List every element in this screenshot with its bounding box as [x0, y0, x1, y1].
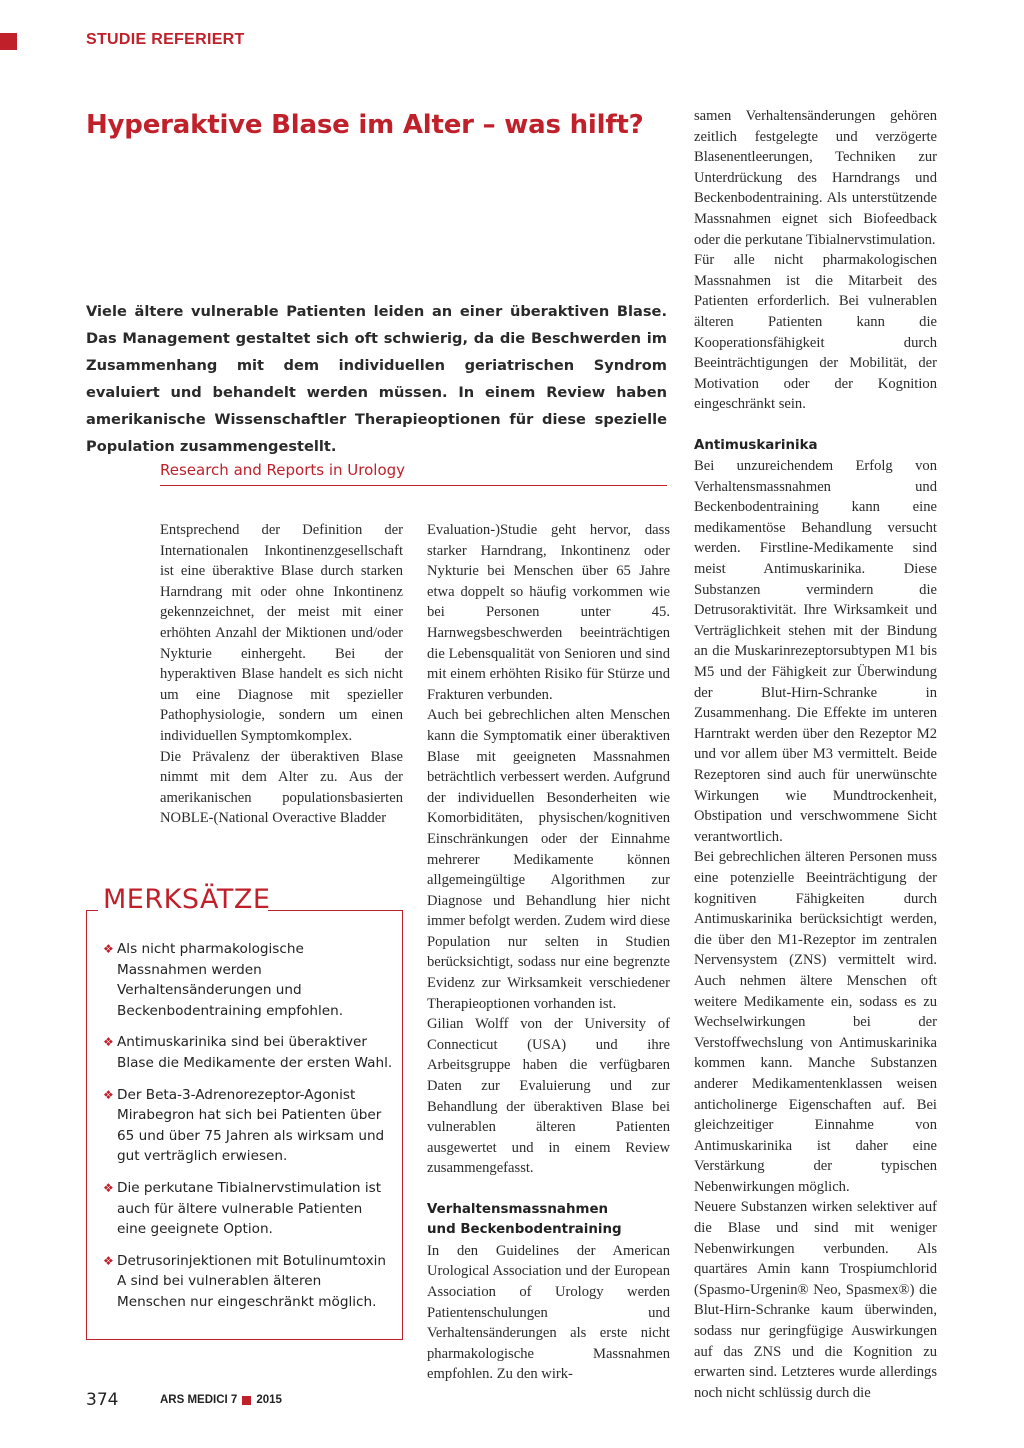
paragraph: Neuere Substanzen wirken selektiver auf die Blase und sind mit weniger Nebenwirkungen verbunden. Als quartäres Amin kann Trospiumchlorid (Spasmo-Urgenin® Neo, Spasmex®) die Blut-Hirn-Schranke kaum überwinden, sodass nur geringfügige Auswirkungen auf das ZNS und die Kognition zu erwarten sind. Letzteres wurde allerdings noch nicht schlüssig durch die — [694, 1199, 937, 1401]
subheading: Antimuskarinika — [694, 437, 818, 453]
text-column-3 — [694, 106, 937, 1403]
paragraph: Für alle nicht pharmakologischen Massnahmen ist die Mitarbeit des Patienten erforderlich. Bei vulnerablen älteren Patienten kann die Kooperationsfähigkeit durch Beeinträchtigungen der Mobilität, der Motivation oder der Kognition eingeschränkt sein. — [694, 252, 937, 413]
section-marker-square — [0, 33, 17, 50]
text-column-2 — [427, 520, 670, 1385]
article-lead: Viele ältere vulnerable Patienten leiden an einer überaktiven Blase. Das Management gestaltet sich oft schwierig, da die Beschwerden im Zusammenhang mit dem individuellen geriatrischen Syndrom evaluiert und behandelt werden müssen. In einem Review haben amerikanische Wissenschaftler Therapieoptionen für diese spezielle Population zusammengestellt. — [86, 303, 667, 455]
paragraph: Evaluation-)Studie geht hervor, dass starker Harndrang, Inkontinenz oder Nykturie bei Menschen über 65 Jahre etwa doppelt so häufig vorkommen wie bei Personen unter 45. Harnwegsbeschwerden beeinträchtigen die Lebensqualität von Senioren und sind mit einem erhöhten Risiko für Stürze und Frakturen verbunden. — [427, 522, 670, 703]
list-item-text: Detrusorinjektionen mit Botulinumtoxin A sind bei vulnerablen älteren Menschen nur eingeschränkt möglich. — [117, 1252, 387, 1310]
diamond-bullet-icon: ❖ — [103, 1035, 114, 1050]
subheading: Verhaltensmassnahmen — [427, 1201, 609, 1217]
paragraph: In den Guidelines der American Urological Association und der European Association of Urology werden Patientenschulungen und Verhaltensänderungen als erste nicht pharmakologische Massnahmen empfohlen. Zu den wirk- — [427, 1242, 670, 1383]
merksaetze-border-right — [268, 910, 403, 911]
paragraph: Entsprechend der Definition der Internationalen Inkontinenzgesellschaft ist eine überaktive Blase durch starken Harndrang mit oder ohne Inkontinenz gekennzeichnet, der meist mit einer erhöhten Anzahl der Miktionen und/oder Nykturie einhergeht. Bei der hyperaktiven Blase handelt es sich nicht um eine Diagnose mit spezieller Pathophysiologie, sondern um einen individuellen Symptomkomplex. — [160, 522, 403, 744]
merksaetze-list — [103, 939, 393, 1324]
diamond-bullet-icon: ❖ — [103, 942, 114, 956]
text-column-1 — [160, 520, 403, 829]
list-item-text: Der Beta-3-Adrenorezeptor-Agonist Mirabegron hat sich bei Patienten über 65 und über 75 Jahren als wirksam und gut verträglich erwiesen. — [117, 1086, 385, 1165]
list-item — [103, 1178, 393, 1240]
paragraph: Bei unzureichendem Erfolg von Verhaltensmassnahmen und Beckenbodentraining kann eine medikamentöse Behandlung versucht werden. Firstline-Medikamente sind meist Antimuskarinika. Diese Substanzen vermindern die Detrusoraktivität. Ihre Wirksamkeit und Verträglichkeit stehen mit der Bindung an die Muskarinrezeptorsubtypen M1 bis M5 und der Fähigkeit zur Überwindung der Blut-Hirn-Schranke in Zusammenhang. Die Effekte im unteren Harntrakt werden über den Rezeptor M2 und vor allem über M3 vermittelt. Beide Rezeptoren sind auch für unerwünschte Wirkungen wie Mundtrockenheit, Obstipation und verschwommene Sicht verantwortlich. — [694, 458, 937, 845]
paragraph: Auch bei gebrechlichen alten Menschen kann die Symptomatik einer überaktiven Blase mit geeigneten Massnahmen beträchtlich verbessert werden. Aufgrund der individuellen Besonderheiten wie Komorbiditäten, physischen/kognitiven Einschränkungen oder der Einnahme mehrerer Medikamente können allgemeingültige Algorithmen zur Diagnose und Behandlung hier nicht immer befolgt werden. Zudem wird diese Population nur selten in Studien berücksichtigt, sodass nur eine begrenzte Evidenz zur Wirksamkeit verschiedener Therapieoptionen vorhanden ist. — [427, 707, 670, 1012]
spacer — [427, 1179, 670, 1200]
paragraph: Gilian Wolff von der University of Connecticut (USA) und ihre Arbeitsgruppe haben die verfügbaren Daten zur Evaluierung und zur Behandlung der überaktiven Blase bei vulnerablen älteren Patienten ausgewertet und in einem Review zusammengefasst. — [427, 1016, 670, 1177]
journal-name: ARS MEDICI 7 — [160, 1394, 238, 1406]
list-item — [103, 1032, 393, 1073]
page-number: 374 — [86, 1390, 119, 1410]
diamond-bullet-icon: ❖ — [103, 1087, 114, 1102]
list-item — [103, 1251, 393, 1313]
article-title: Hyperaktive Blase im Alter – was hilft? — [86, 110, 644, 140]
separator-square-icon — [242, 1396, 251, 1405]
list-item-text: Antimuskarinika sind bei überaktiver Blase die Medikamente der ersten Wahl. — [117, 1034, 393, 1071]
subheading: und Beckenbodentraining — [427, 1222, 622, 1238]
section-label: STUDIE REFERIERT — [86, 31, 245, 48]
diamond-bullet-icon: ❖ — [103, 1253, 114, 1268]
spacer — [694, 415, 937, 436]
paragraph: Bei gebrechlichen älteren Personen muss eine potenzielle Beeinträchtigung der kognitiven Fähigkeiten durch Antimuskarinika berücksichtigt werden, die über den M1-Rezeptor im zentralen Nervensystem (ZNS) vermittelt wird. Auch nehmen ältere Menschen oft weitere Medikamente ein, sodass es zu Wechselwirkungen bei der Verstoffwechslung von Antimuskarinika kommen kann. Manche Substanzen anderer Medikamentenklassen weisen anticholinerge Eigenschaften auf. Bei gleichzeitiger Einnahme von Antimuskarinika ist daher eine Verstärkung der typischen Nebenwirkungen möglich. — [694, 849, 937, 1195]
diamond-bullet-icon: ❖ — [103, 1180, 114, 1195]
journal-info — [160, 1394, 282, 1406]
list-item — [103, 939, 393, 1021]
merksaetze-border-left — [86, 910, 98, 911]
merksaetze-title: MERKSÄTZE — [103, 884, 271, 915]
list-item — [103, 1085, 393, 1167]
list-item-text: Als nicht pharmakologische Massnahmen werden Verhaltensänderungen und Beckenbodentraining empfohlen. — [117, 941, 344, 1019]
paragraph: Die Prävalenz der überaktiven Blase nimmt mit dem Alter zu. Aus der amerikanischen populationsbasierten NOBLE-(National Overactive Bladder — [160, 748, 403, 827]
paragraph: samen Verhaltensänderungen gehören zeitlich festgelegte und verzögerte Blasenentleerungen, Techniken zur Unterdrückung des Harndrangs und Beckenbodentraining. Als unterstützende Massnahmen eignet sich Biofeedback oder die perkutane Tibialnervstimulation. — [694, 108, 937, 248]
list-item-text: Die perkutane Tibialnervstimulation ist auch für ältere vulnerable Patienten eine geeignete Option. — [117, 1179, 382, 1238]
journal-year: 2015 — [256, 1394, 282, 1406]
article-source: Research and Reports in Urology — [160, 461, 667, 486]
